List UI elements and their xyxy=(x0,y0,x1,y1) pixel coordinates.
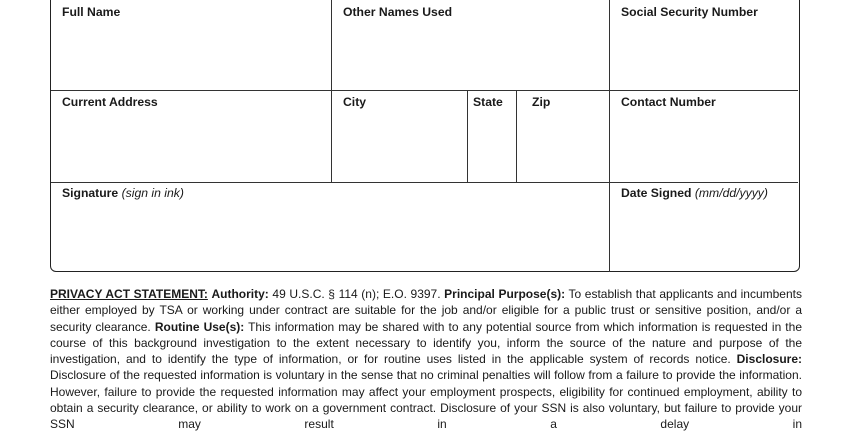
zip-label: Zip xyxy=(532,95,551,109)
disclosure-label: Disclosure: xyxy=(736,352,802,367)
col-divider-ssn xyxy=(609,0,610,272)
row-divider-1 xyxy=(51,90,798,91)
date-signed-field[interactable] xyxy=(613,203,795,269)
privacy-heading: PRIVACY ACT STATEMENT: xyxy=(50,287,208,301)
other-names-label: Other Names Used xyxy=(343,5,453,19)
purpose-text: To establish that applicants and incumbents either employed by TSA or working under contract are suitable for the job and/or eligible for a public trust or sensitive position, and/or a security clearance. xyxy=(50,287,802,334)
city-label: City xyxy=(343,95,367,109)
privacy-act-statement xyxy=(50,286,802,433)
contact-number-field[interactable] xyxy=(613,111,795,179)
current-address-field[interactable] xyxy=(55,111,327,179)
disclosure-text: Disclosure of the requested information is voluntary in the sense that no criminal penalties will follow from a failure to provide the information. However, failure to provide the requested information may affect your employment prospects, eligibility for continued employment, ability to obtain a security clearance, or ability to work on a government contract. Disclosure of your SSN is also voluntary, but failure to provide your SSN may result in a delay in xyxy=(50,368,802,432)
contact-number-label: Contact Number xyxy=(621,95,716,109)
state-field[interactable] xyxy=(470,111,514,179)
routine-uses-label: Routine Use(s): xyxy=(154,319,245,334)
state-label: State xyxy=(473,95,503,109)
col-divider-full-name xyxy=(331,0,332,182)
signature-label xyxy=(62,186,184,200)
routine-uses-text: This information may be shared with to any potential source from which information is requested in the course of this background investigation to the extent necessary to identify you, inform the source of the nature and purpose of the investigation, and to identify the type of information, or for routine uses listed in the applicable system of records notice. xyxy=(50,319,802,367)
authority-label: Authority: xyxy=(211,287,269,301)
date-signed-label xyxy=(621,186,768,200)
full-name-label: Full Name xyxy=(62,5,121,19)
authority-text: 49 U.S.C. § 114 (n); E.O. 9397. xyxy=(272,287,441,301)
other-names-field[interactable] xyxy=(335,21,605,87)
signature-label-text: Signature xyxy=(62,186,119,200)
city-field[interactable] xyxy=(335,111,463,179)
full-name-field[interactable] xyxy=(55,21,327,87)
date-signed-hint: (mm/dd/yyyy) xyxy=(694,186,768,200)
current-address-label: Current Address xyxy=(62,95,158,109)
purpose-label: Principal Purpose(s): xyxy=(444,287,566,301)
col-divider-zip xyxy=(516,90,517,182)
row-divider-2 xyxy=(51,182,798,183)
information-form xyxy=(50,0,800,272)
col-divider-state xyxy=(467,90,468,182)
date-signed-label-text: Date Signed xyxy=(621,186,692,200)
ssn-label: Social Security Number xyxy=(621,5,758,19)
signature-field[interactable] xyxy=(55,203,605,269)
signature-hint: (sign in ink) xyxy=(121,186,184,200)
ssn-field[interactable] xyxy=(613,21,795,87)
zip-field[interactable] xyxy=(519,111,605,179)
